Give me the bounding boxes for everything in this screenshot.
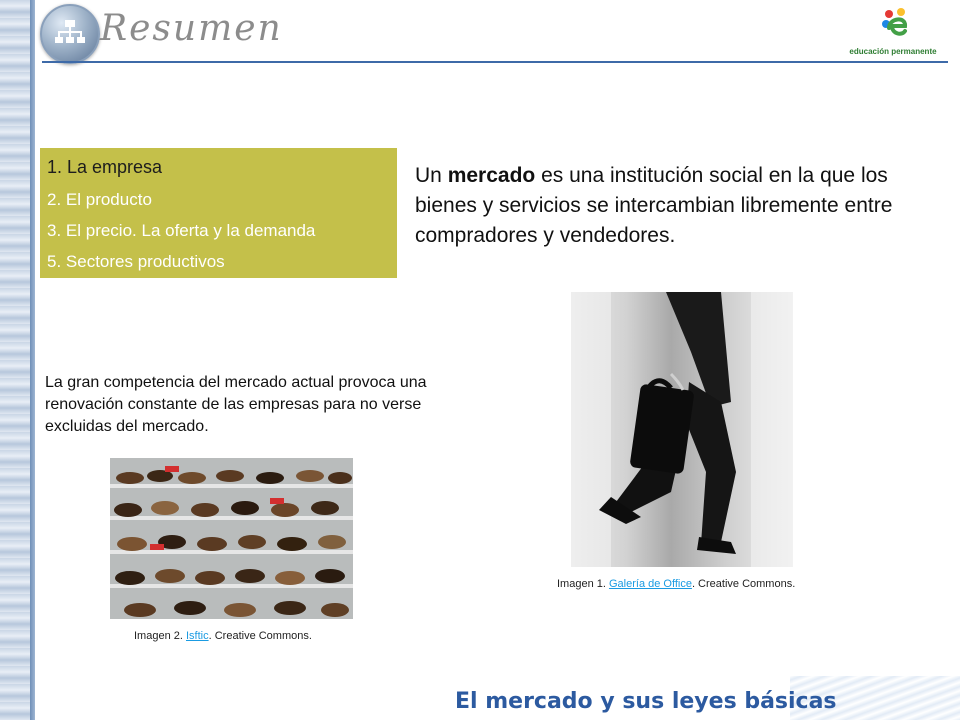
image2-caption-prefix: Imagen 2. bbox=[134, 630, 186, 642]
brand-text: educación permanente bbox=[849, 47, 937, 56]
header-divider bbox=[42, 61, 948, 63]
image1-caption-prefix: Imagen 1. bbox=[557, 578, 609, 590]
menu-item-el-precio[interactable]: 3. El precio. La oferta y la demanda bbox=[47, 221, 316, 240]
definition-pre: Un bbox=[415, 164, 448, 187]
competition-text: La gran competencia del mercado actual provoca una renovación constante de las empresas para no verse excluidas del mercado. bbox=[45, 374, 427, 435]
section-menu bbox=[40, 148, 397, 278]
image2-caption bbox=[134, 630, 312, 642]
definition-post: es una institución social en la que los bienes y servicios se intercambian libremente entre compradores y vendedores. bbox=[415, 164, 893, 247]
image1-caption bbox=[557, 578, 795, 590]
market-definition bbox=[415, 161, 915, 251]
brand-mark-icon bbox=[880, 6, 910, 42]
educacion-permanente-logo bbox=[838, 6, 948, 60]
image1-source-link[interactable]: Galería de Office bbox=[608, 578, 692, 590]
footer-title: El mercado y sus leyes básicas bbox=[455, 689, 837, 714]
left-decorative-band bbox=[0, 0, 32, 720]
businessman-photo bbox=[571, 292, 793, 567]
shoes-display-photo bbox=[110, 458, 353, 619]
image1-caption-suffix: . Creative Commons. bbox=[691, 578, 796, 590]
menu-item-el-producto[interactable]: 2. El producto bbox=[47, 190, 152, 209]
menu-item-la-empresa[interactable]: 1. La empresa bbox=[47, 157, 163, 177]
page-title: Resumen bbox=[100, 8, 283, 49]
definition-keyword: mercado bbox=[447, 164, 536, 187]
sitemap-icon bbox=[40, 4, 100, 64]
left-band-edge bbox=[30, 0, 35, 720]
image2-source-link[interactable]: Isftic bbox=[185, 630, 209, 642]
image2-caption-suffix: . Creative Commons. bbox=[208, 630, 312, 642]
menu-item-sectores-productivos[interactable]: 5. Sectores productivos bbox=[47, 252, 225, 271]
